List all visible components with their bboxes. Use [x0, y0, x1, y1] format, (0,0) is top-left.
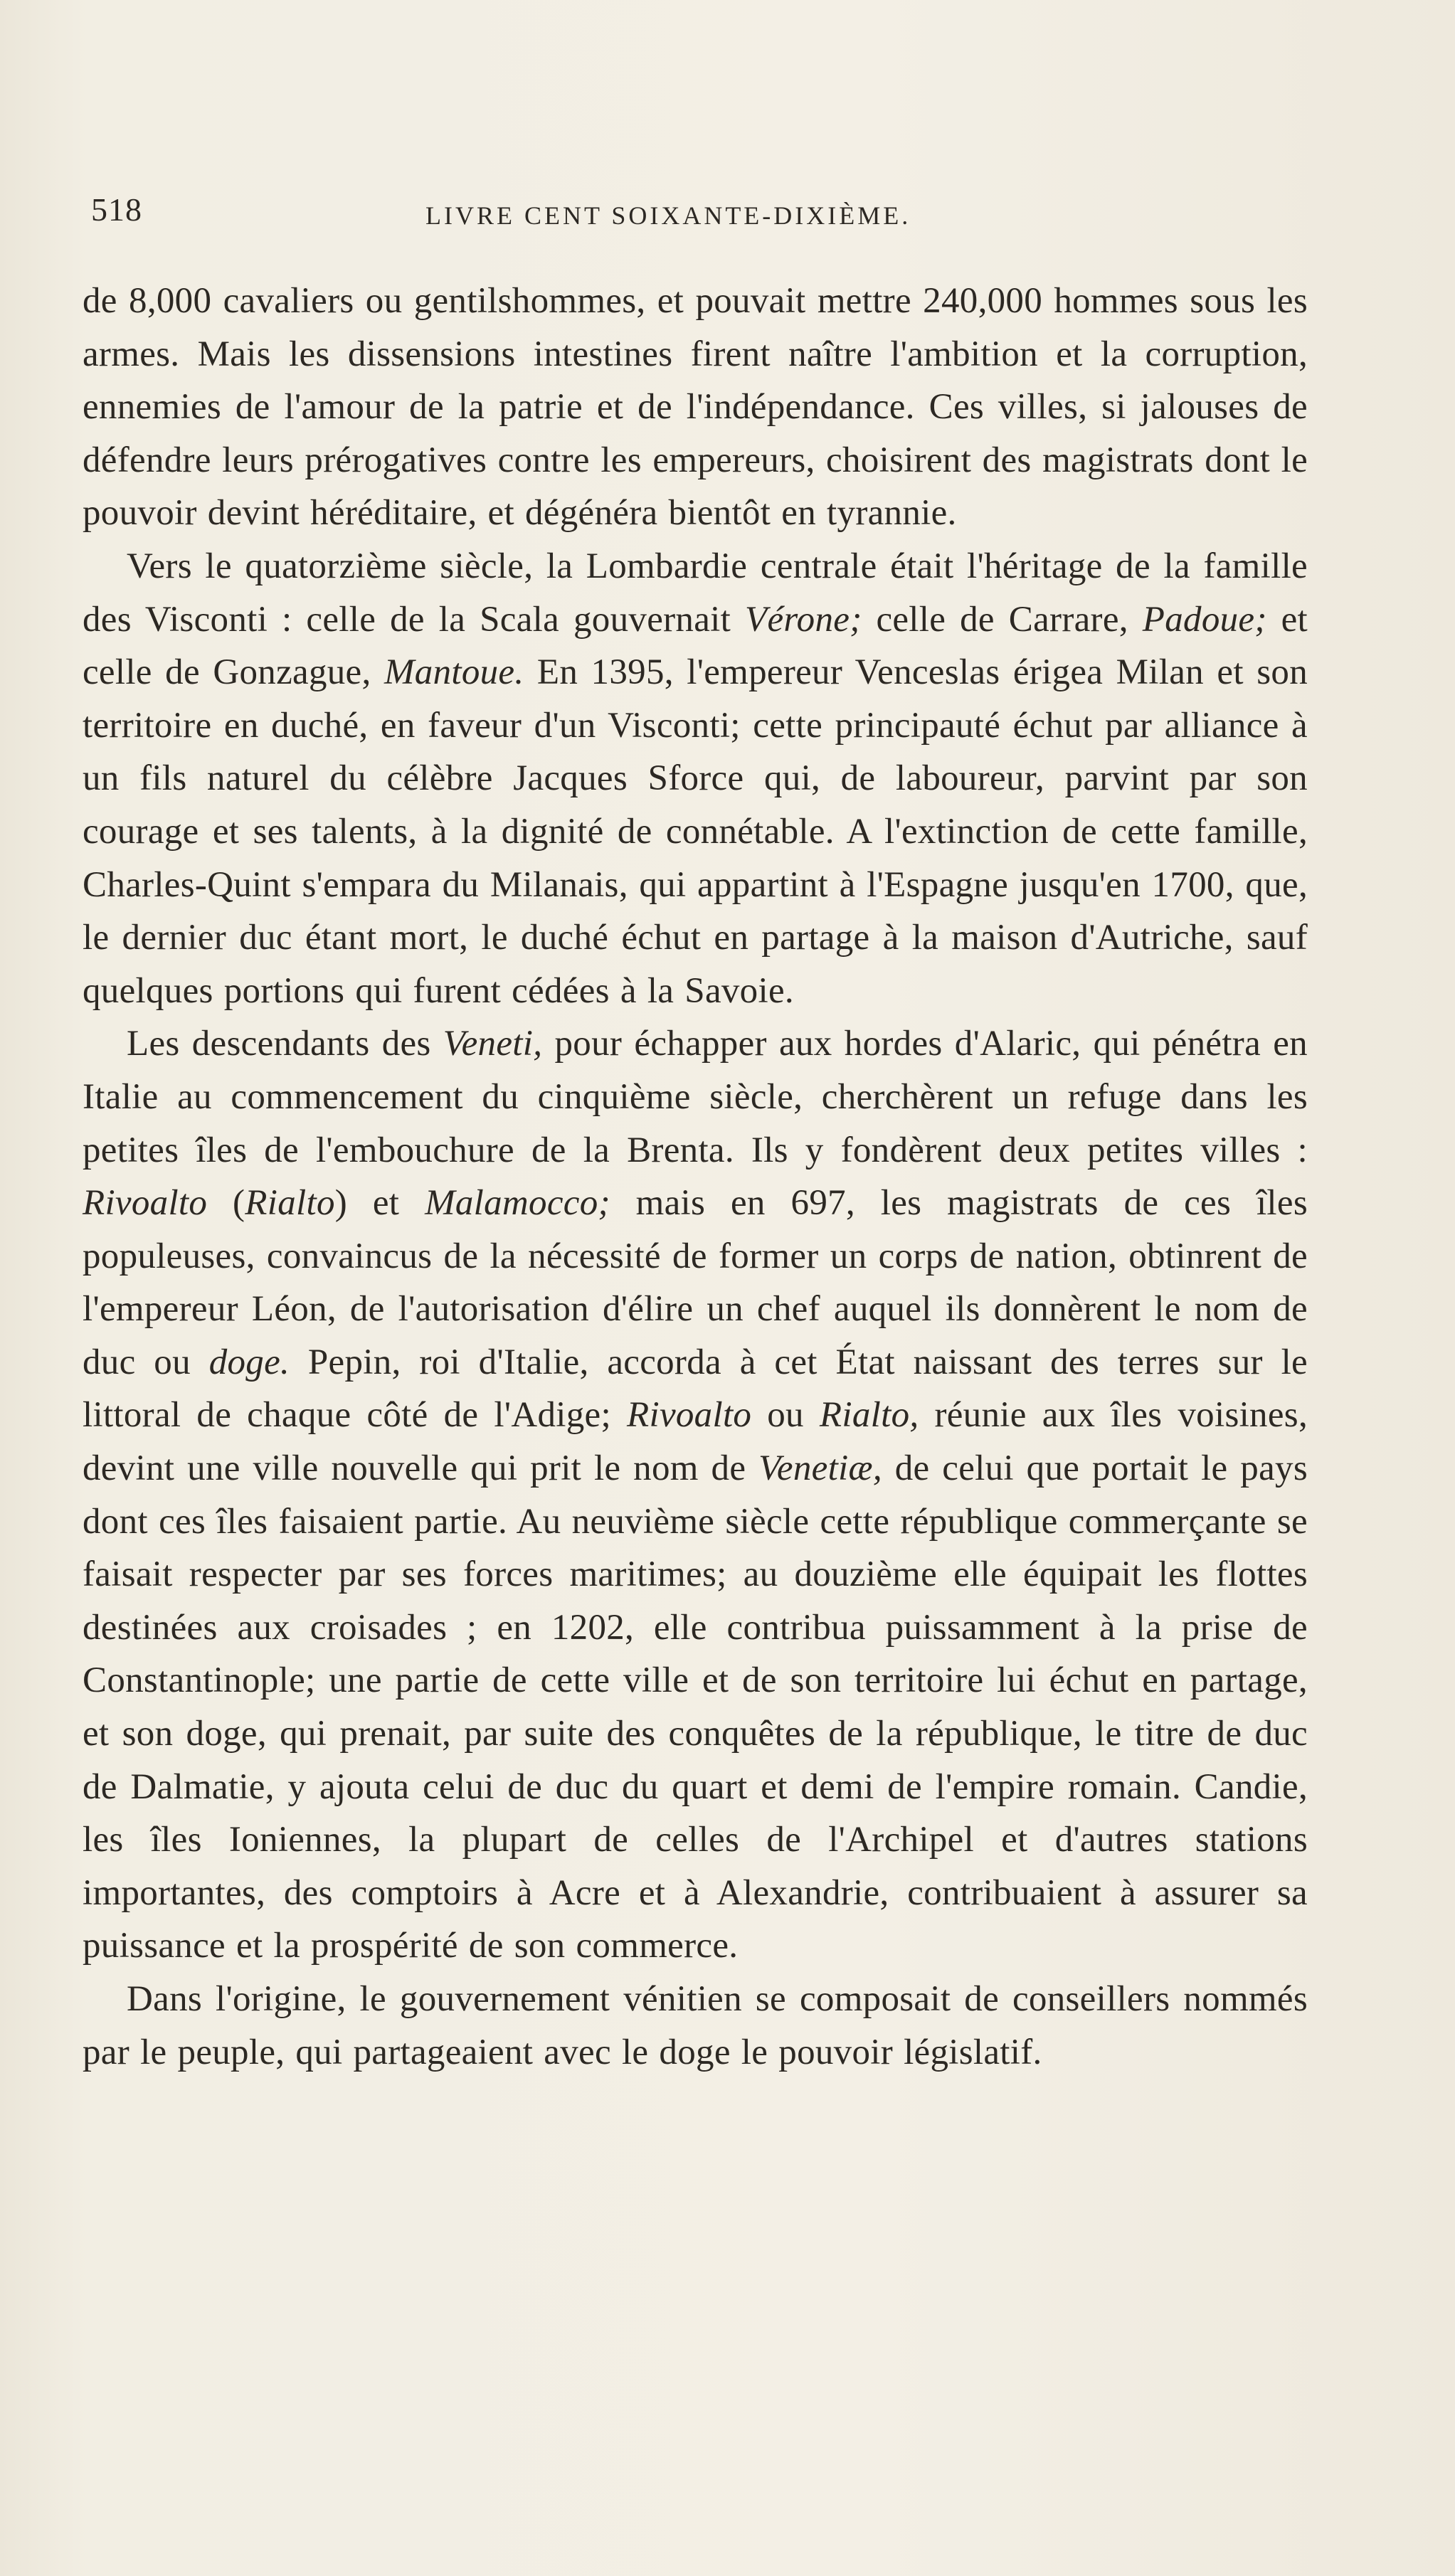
text-run: celle de Carrare,	[862, 599, 1143, 640]
text-run: Vers le quatorzième siècle, la Lombardie centrale était l'héritage de la famille des Visconti : celle de la Scala gouvernait	[83, 546, 1308, 640]
italic-text: Malamocco;	[425, 1183, 610, 1224]
italic-text: Rivoalto	[627, 1395, 752, 1436]
text-run: de 8,000 cavaliers ou gentilshommes, et pouvait mettre 240,000 hommes sous les armes. Mais les dissensions intestines firent naître l'ambition et la corruption, ennemies de l'amour de la patrie et de l'indépendance. Ces villes, si jalouses de défendre leurs prérogatives contre les empereurs, choisirent des magistrats dont le pouvoir devint héréditaire, et dégénéra bientôt en tyrannie.	[83, 281, 1308, 534]
text-run: (	[207, 1183, 245, 1224]
italic-text: Veneti,	[443, 1024, 543, 1064]
italic-text: Rialto,	[819, 1395, 919, 1436]
text-run: ou	[751, 1395, 820, 1436]
body-text	[83, 275, 1308, 2079]
text-run: et celle de Gonzague,	[83, 599, 1308, 693]
text-run: Dans l'origine, le gouvernement vénitien se composait de conseillers nommés par le peuple, qui partageaient avec le doge le pouvoir législatif.	[83, 1979, 1308, 2072]
chapter-title: LIVRE CENT SOIXANTE-DIXIÈME.	[425, 201, 911, 230]
text-run: En 1395, l'empereur Venceslas érigea Milan et son territoire en duché, en faveur d'un Visconti; cette principauté échut par alliance à un fils naturel du célèbre Jacques Sforce qui, de laboureur, parvint par son courage et ses talents, à la dignité de connétable. A l'extinction de cette famille, Charles-Quint s'empara du Milanais, qui appartint à l'Espagne jusqu'en 1700, que, le dernier duc étant mort, le duché échut en partage à la maison d'Autriche, sauf quelques portions qui furent cédées à la Savoie.	[83, 652, 1308, 1011]
italic-text: Padoue;	[1142, 599, 1267, 640]
italic-text: Venetiæ,	[758, 1448, 882, 1489]
running-head	[91, 191, 1343, 240]
italic-text: Rialto	[245, 1183, 335, 1224]
text-run: Pepin, roi d'Italie, accorda à cet État naissant des terres sur le littoral de chaque côté de l'Adige;	[83, 1342, 1308, 1436]
paragraph	[83, 275, 1308, 540]
italic-text: Vérone;	[745, 599, 862, 640]
paragraph	[83, 540, 1308, 1017]
paragraph	[83, 1973, 1308, 2079]
italic-text: Mantoue.	[383, 652, 524, 693]
text-run: pour échapper aux hordes d'Alaric, qui pénétra en Italie au commencement du cinquième siècle, cherchèrent un refuge dans les petites îles de l'embouchure de la Brenta. Ils y fondèrent deux petites villes :	[83, 1024, 1308, 1170]
text-run: mais en 697, les magistrats de ces îles populeuses, convaincus de la nécessité de former un corps de nation, obtinrent de l'empereur Léon, de l'autorisation d'élire un chef auquel ils donnèrent le nom de duc ou	[83, 1183, 1308, 1382]
page-number: 518	[91, 191, 142, 228]
text-run: de celui que portait le pays dont ces îles faisaient partie. Au neuvième siècle cette république commerçante se faisait respecter par ses forces maritimes; au douzième elle équipait les flottes destinées aux croisades ; en 1202, elle contribua puissamment à la prise de Constantinople; une partie de cette ville et de son territoire lui échut en partage, et son doge, qui prenait, par suite des conquêtes de la république, le titre de duc de Dalmatie, y ajouta celui de duc du quart et demi de l'empire romain. Candie, les îles Ioniennes, la plupart de celles de l'Archipel et d'autres stations importantes, des comptoirs à Acre et à Alexandrie, contribuaient à assurer sa puissance et la prospérité de son commerce.	[83, 1448, 1308, 1966]
paragraph	[83, 1017, 1308, 1973]
italic-text: doge.	[208, 1342, 290, 1382]
italic-text: Rivoalto	[83, 1183, 208, 1224]
text-run: Les descendants des	[127, 1024, 443, 1064]
text-run: réunie aux îles voisines, devint une ville nouvelle qui prit le nom de	[83, 1395, 1308, 1489]
text-run: ) et	[334, 1183, 425, 1224]
